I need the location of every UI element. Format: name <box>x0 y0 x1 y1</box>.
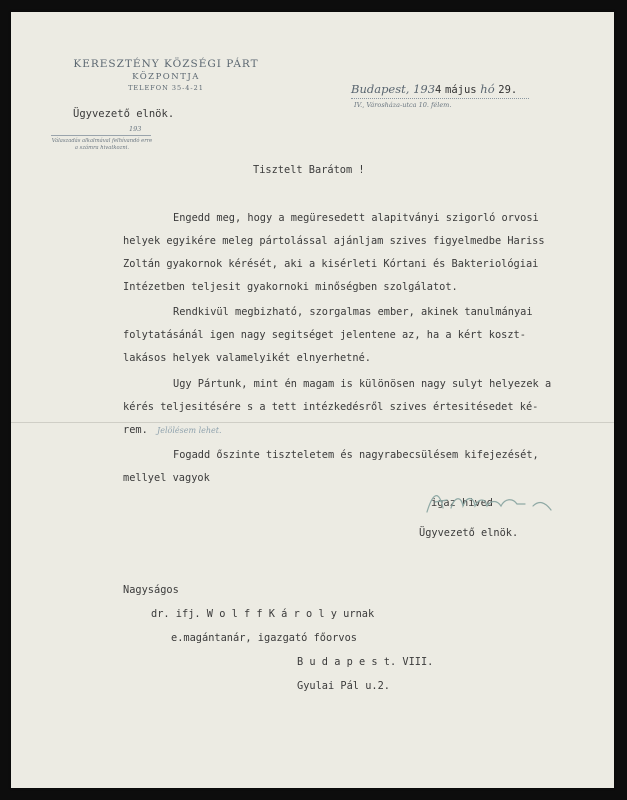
salutation: Tisztelt Barátom ! <box>253 164 365 176</box>
body-line: kérés teljesitésére s a tett intézkedésről szives értesitésedet ké- <box>123 401 539 413</box>
paper-fold-crease <box>11 422 614 423</box>
date-year-typed: 4 <box>435 84 442 96</box>
body-line: Intézetben teljesit gyakornoki minőségben szolgálatot. <box>123 281 458 293</box>
recipient-street: Gyulai Pál u.2. <box>297 680 390 692</box>
body-line: folytatásánál igen nagy segitséget jelentene az, ha a kért koszt- <box>123 329 526 341</box>
date-place: Budapest, <box>351 82 410 96</box>
body-line: Rendkivül megbizható, szorgalmas ember, akinek tanulmányai <box>173 306 533 318</box>
body-line: Zoltán gyakornok kérését, aki a kisérleti Kórtani és Bakteriológiai <box>123 258 539 270</box>
handwritten-annotation: Jelölésem lehet. <box>157 426 222 435</box>
letterhead-subtitle: KÖZPONTJA <box>132 72 200 82</box>
reference-rule <box>51 135 151 136</box>
date-year-print: 193 <box>413 82 436 96</box>
sender-address: IV., Városháza-utca 10. félem. <box>354 101 452 109</box>
date-month: május <box>445 84 477 96</box>
reference-note: Válaszadás alkalmával felhívandó erre a számra hivatkozni. <box>51 138 153 151</box>
date-day-label: hó <box>480 82 495 96</box>
recipient-city: B u d a p e s t. VIII. <box>297 656 434 668</box>
letter-paper <box>11 12 614 788</box>
dateline-rule <box>351 98 529 99</box>
recipient-line: e.magántanár, igazgató főorvos <box>171 632 357 644</box>
date-day: 29. <box>498 84 518 96</box>
closing-title: Ügyvezető elnök. <box>419 527 519 539</box>
body-line: lakásos helyek valamelyikét elnyerhetné. <box>123 352 371 364</box>
body-line: Fogadd őszinte tiszteletem és nagyrabecsülésem kifejezését, <box>173 449 539 461</box>
body-line: helyek egyikére meleg pártolással ajánljam szives figyelmedbe Hariss <box>123 235 545 247</box>
handwritten-signature <box>421 482 561 522</box>
recipient-name: dr. ifj. W o l f f K á r o l y urnak <box>151 608 375 620</box>
letterhead-phone: TELEFON 35-4-21 <box>128 84 204 92</box>
body-line: Ugy Pártunk, mint én magam is különösen nagy sulyt helyezek a <box>173 378 552 390</box>
body-line: mellyel vagyok <box>123 472 210 484</box>
body-line: Engedd meg, hogy a megüresedett alapitványi szigorló orvosi <box>173 212 539 224</box>
recipient-line: Nagyságos <box>123 584 179 596</box>
body-line: rem. <box>123 424 148 436</box>
closing-phrase: igaz hived <box>431 497 493 509</box>
reference-number: 193 <box>129 125 142 133</box>
dateline <box>351 82 517 96</box>
sender-title: Ügyvezető elnök. <box>73 108 175 120</box>
letterhead-title: KERESZTÉNY KÖZSÉGI PÁRT <box>73 58 259 70</box>
